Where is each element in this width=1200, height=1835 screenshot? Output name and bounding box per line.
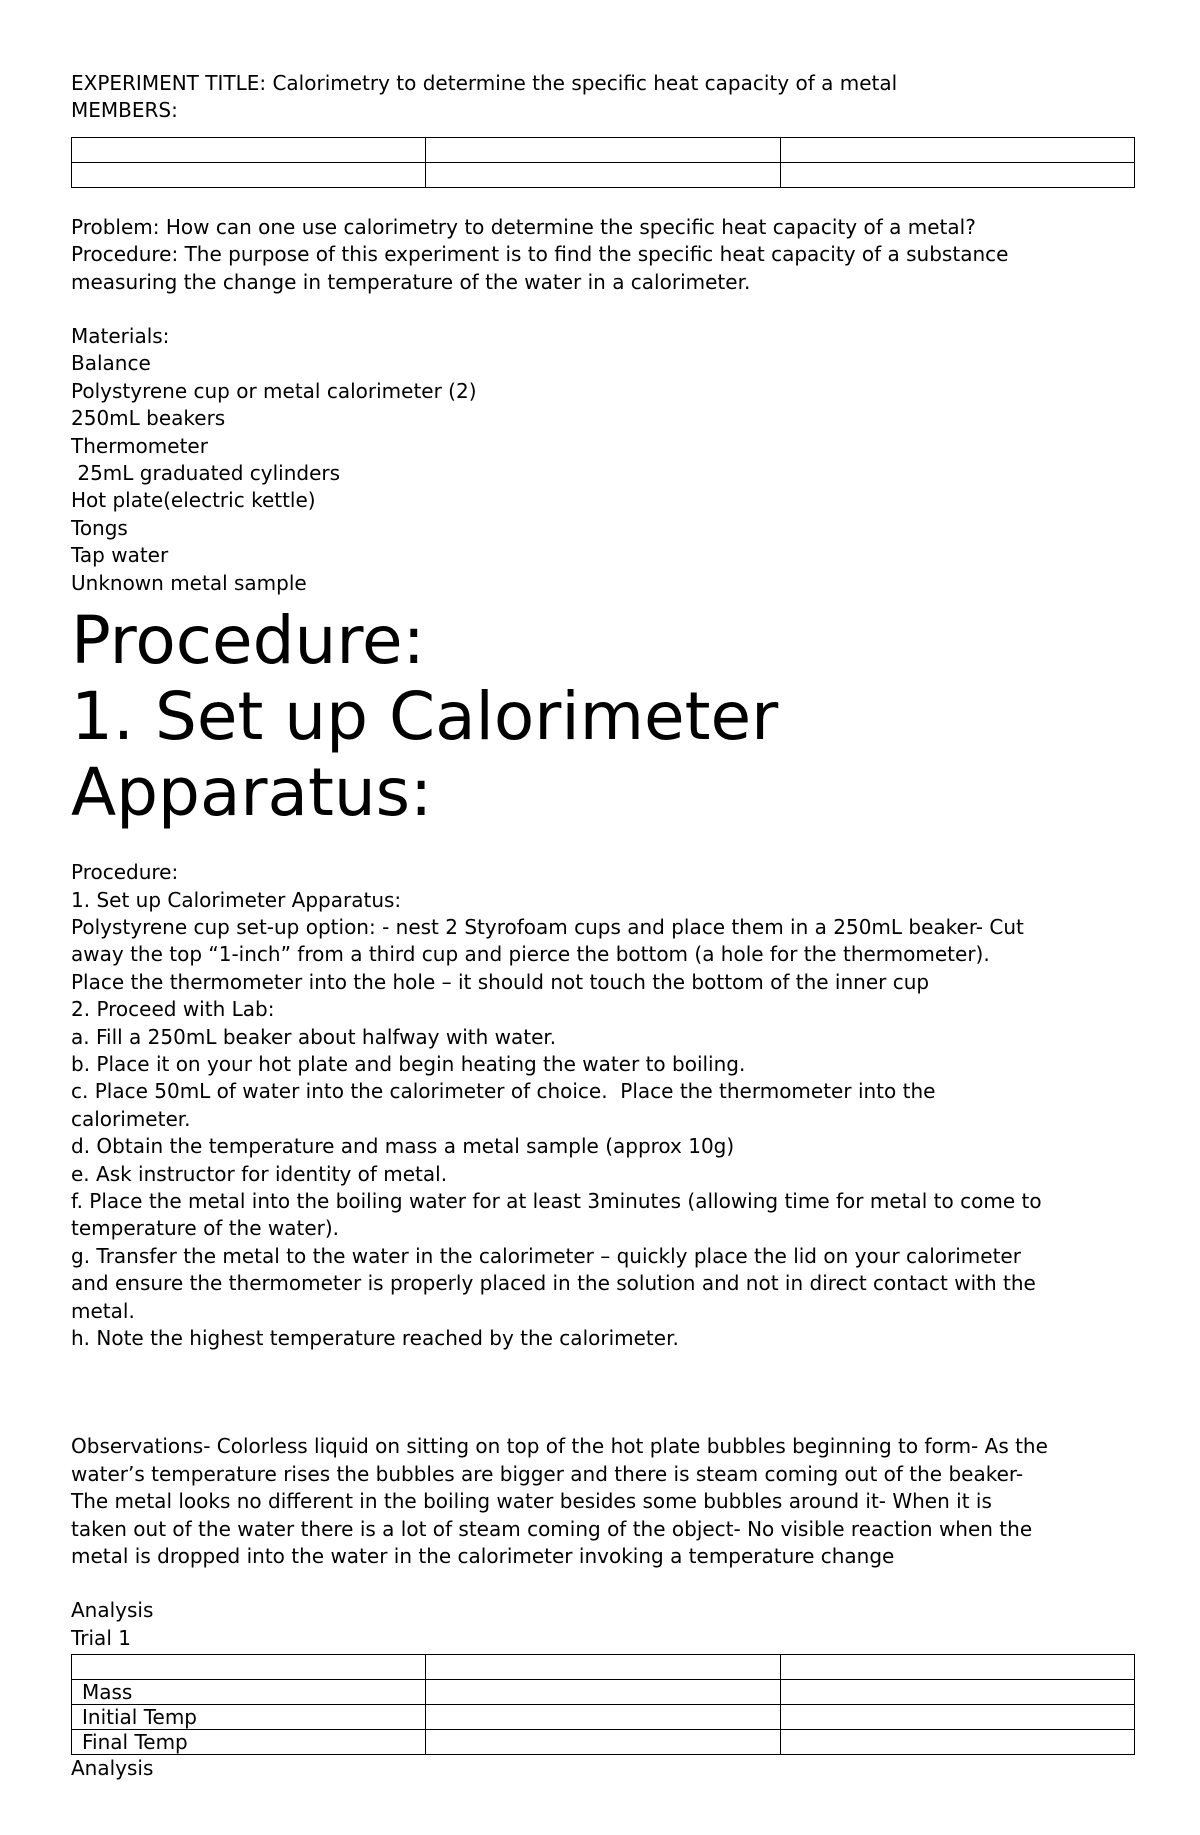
trial-table [71, 1654, 1135, 1755]
table-cell [426, 137, 780, 162]
table-cell [72, 162, 426, 187]
procedure-line: metal. [71, 1298, 135, 1323]
table-cell [780, 1730, 1134, 1755]
table-cell: Initial Temp [72, 1705, 426, 1730]
document-page [71, 70, 1135, 1783]
procedure-line: Procedure: [71, 860, 179, 885]
materials-heading: Materials: [71, 324, 170, 349]
table-cell [426, 1705, 780, 1730]
procedure-line: e. Ask instructor for identity of metal. [71, 1161, 448, 1186]
large-heading-line: 1. Set up Calorimeter [71, 678, 779, 756]
material-item: Thermometer [71, 433, 208, 458]
table-cell [426, 1730, 780, 1755]
table-row [72, 1705, 1135, 1730]
table-cell [780, 1705, 1134, 1730]
analysis-footer: Analysis [71, 1756, 154, 1781]
observation-line: metal is dropped into the water in the calorimeter invoking a temperature change [71, 1544, 895, 1569]
procedure-line: b. Place it on your hot plate and begin heating the water to boiling. [71, 1051, 746, 1076]
procedure-line: c. Place 50mL of water into the calorimeter of choice. Place the thermometer into the [71, 1079, 936, 1104]
table-cell: Final Temp [72, 1730, 426, 1755]
table-row [72, 162, 1135, 187]
table-cell [780, 1655, 1134, 1680]
observation-line: taken out of the water there is a lot of steam coming of the object- No visible reaction when the [71, 1516, 1033, 1541]
table-cell [426, 1680, 780, 1705]
observation-line: Observations- Colorless liquid on sitting on top of the hot plate bubbles beginning to form- As the [71, 1434, 1048, 1459]
material-item: 250mL beakers [71, 406, 226, 431]
procedure-line: 2. Proceed with Lab: [71, 997, 275, 1022]
large-heading [71, 603, 1135, 831]
table-row [72, 1680, 1135, 1705]
procedure-line: h. Note the highest temperature reached by the calorimeter. [71, 1326, 679, 1350]
analysis-heading: Analysis [71, 1598, 154, 1623]
procedure-line: away the top “1-inch” from a third cup and pierce the bottom (a hole for the thermometer). [71, 942, 990, 967]
members-label: MEMBERS: [71, 98, 178, 123]
table-cell [426, 162, 780, 187]
procedure-purpose-line: Procedure: The purpose of this experiment is to find the specific heat capacity of a substance [71, 242, 1009, 267]
material-item: Balance [71, 351, 151, 376]
table-cell: Mass [72, 1680, 426, 1705]
procedure-line: d. Obtain the temperature and mass a metal sample (approx 10g) [71, 1134, 735, 1159]
observations-section [71, 1433, 1135, 1570]
table-cell [72, 137, 426, 162]
experiment-title: EXPERIMENT TITLE: Calorimetry to determine the specific heat capacity of a metal [71, 71, 898, 95]
procedure-purpose-line: measuring the change in temperature of the water in a calorimeter. [71, 269, 751, 294]
observation-line: The metal looks no different in the boiling water besides some bubbles around it- When it is [71, 1489, 992, 1514]
material-item: Tongs [71, 515, 128, 540]
table-cell [426, 1655, 780, 1680]
procedure-section [71, 859, 1135, 1352]
procedure-line: calorimeter. [71, 1106, 191, 1131]
procedure-line: Place the thermometer into the hole – it should not touch the bottom of the inner cup [71, 969, 930, 994]
procedure-line: and ensure the thermometer is properly placed in the solution and not in direct contact with the [71, 1271, 1036, 1296]
material-item: Unknown metal sample [71, 570, 307, 595]
large-heading-line: Procedure: [71, 602, 425, 680]
procedure-line: Polystyrene cup set-up option: - nest 2 Styrofoam cups and place them in a 250mL beaker- Cut [71, 914, 1024, 939]
material-item: Polystyrene cup or metal calorimeter (2) [71, 378, 477, 403]
procedure-line: 1. Set up Calorimeter Apparatus: [71, 887, 402, 912]
material-item: Hot plate(electric kettle) [71, 488, 316, 513]
table-row [72, 137, 1135, 162]
table-row [72, 1730, 1135, 1755]
trial-label: Trial 1 [71, 1625, 131, 1650]
material-item: 25mL graduated cylinders [71, 461, 341, 486]
procedure-line: temperature of the water). [71, 1216, 340, 1241]
procedure-line: f. Place the metal into the boiling water for at least 3minutes (allowing time for metal to come to [71, 1188, 1042, 1213]
table-cell [780, 137, 1134, 162]
procedure-line: a. Fill a 250mL beaker about halfway with water. [71, 1024, 557, 1049]
problem-statement: Problem: How can one use calorimetry to determine the specific heat capacity of a metal? [71, 214, 976, 239]
observation-line: water’s temperature rises the bubbles are bigger and there is steam coming out of the beaker- [71, 1461, 1024, 1486]
procedure-line: g. Transfer the metal to the water in the calorimeter – quickly place the lid on your calorimeter [71, 1243, 1021, 1268]
table-cell [72, 1655, 426, 1680]
table-cell [780, 162, 1134, 187]
table-row [72, 1655, 1135, 1680]
material-item: Tap water [71, 543, 169, 568]
members-table [71, 137, 1135, 188]
table-cell [780, 1680, 1134, 1705]
large-heading-line: Apparatus: [71, 754, 433, 832]
